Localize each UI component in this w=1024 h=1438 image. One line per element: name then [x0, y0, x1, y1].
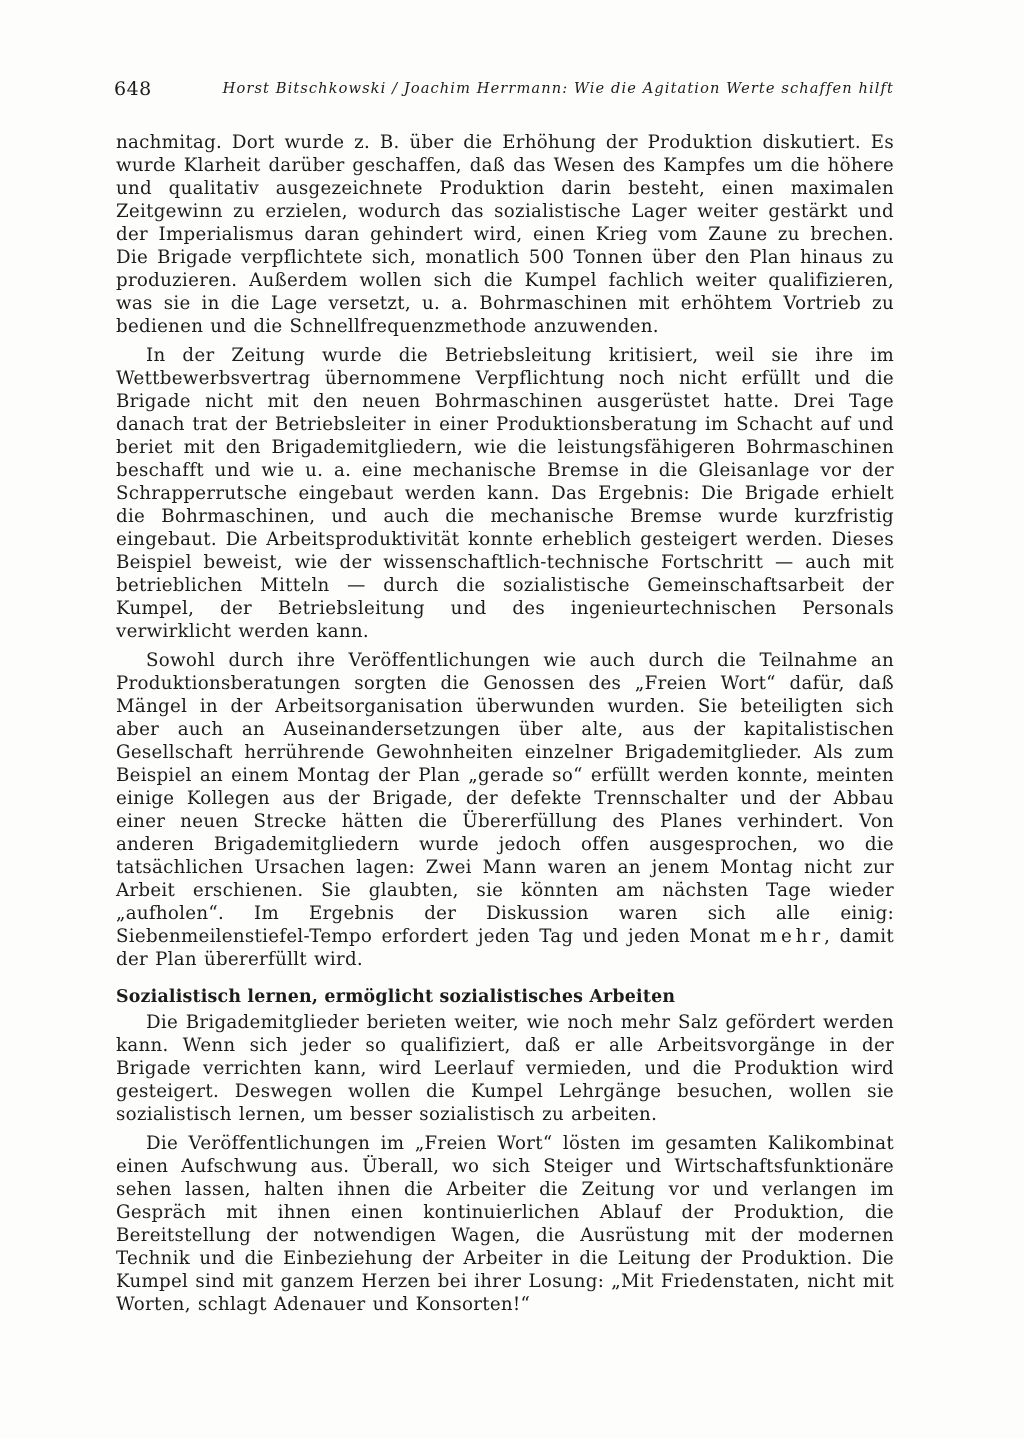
paragraph-5: Die Veröffentlichungen im „Freien Wort“ lösten im gesamten Kalikombinat einen Aufschwung aus. Überall, wo sich Steiger und Wirtschaftsfunktionäre sehen lassen, halten ihnen die Arbeiter die Zeitung vor und verlangen im Gespräch mit ihnen einen kontinuierlichen Ablauf der Produktion, die Bereitstellung der notwendigen Wagen, die Ausrüstung mit der modernen Technik und die Einbeziehung der Arbeiter in die Leitung der Produktion. Die Kumpel sind mit ganzem Herzen bei ihrer Losung: „Mit Friedenstaten, nicht mit Worten, schlagt Adenauer und Konsorten!“ [116, 1133, 894, 1315]
paragraph-4: Die Brigademitglieder berieten weiter, wie noch mehr Salz gefördert werden kann. Wenn sich jeder so qualifiziert, daß er alle Arbeitsvorgänge in der Brigade verrichten kann, wird Leerlauf vermieden, und die Produktion wird gesteigert. Deswegen wollen die Kumpel Lehrgänge besuchen, wollen sie sozialistisch lernen, um besser sozialistisch zu arbeiten. [116, 1012, 894, 1125]
page-header [114, 78, 894, 108]
paragraph-1: nachmitag. Dort wurde z. B. über die Erhöhung der Produktion diskutiert. Es wurde Klarheit darüber geschaffen, daß das Wesen des Kampfes um die höhere und qualitativ ausgezeichnete Produktion darin besteht, einen maximalen Zeitgewinn zu erzielen, wodurch das sozialistische Lager weiter gestärkt und der Imperialismus daran gehindert wird, einen Krieg vom Zaune zu brechen. Die Brigade verpflichtete sich, monatlich 500 Tonnen über den Plan hinaus zu produzieren. Außerdem wollen sich die Kumpel fachlich weiter qualifizieren, was sie in die Lage versetzt, u. a. Bohrmaschinen mit erhöhtem Vortrieb zu bedienen und die Schnellfrequenzmethode anzuwenden. [116, 132, 894, 337]
page-number: 648 [114, 78, 152, 100]
section-heading: Sozialistisch lernen, ermöglicht sozialistisches Arbeiten [116, 987, 676, 1007]
paragraph-3-end: , damit der Plan übererfüllt wird. [116, 926, 894, 970]
paragraph-2: In der Zeitung wurde die Betriebsleitung kritisiert, weil sie ihre im Wettbewerbsvertrag übernommene Verpflichtung noch nicht erfüllt und die Brigade nicht mit den neuen Bohrmaschinen ausgerüstet hatte. Drei Tage danach trat der Betriebsleiter in einer Produktionsberatung im Schacht auf und beriet mit den Brigademitgliedern, wie die leistungsfähigeren Bohrmaschinen beschafft und wie u. a. eine mechanische Bremse in die Gleisanlage vor der Schrapperrutsche eingebaut werden kann. Das Ergebnis: Die Brigade erhielt die Bohrmaschinen, und auch die mechanische Bremse wurde kurzfristig eingebaut. Die Arbeitsproduktivität konnte erheblich gesteigert werden. Dieses Beispiel beweist, wie der wissenschaftlich-technische Fortschritt — auch mit betrieblichen Mitteln — durch die sozialistische Gemeinschaftsarbeit der Kumpel, der Betriebsleitung und des ingenieurtechnischen Personals verwirklicht werden kann. [116, 345, 894, 642]
emphasized-word: mehr [759, 926, 825, 947]
page-body [116, 131, 894, 1322]
running-head: Horst Bitschkowski / Joachim Herrmann: Wie die Agitation Werte schaffen hilft [222, 80, 894, 97]
paragraph-3-text: Sowohl durch ihre Veröffentlichungen wie auch durch die Teilnahme an Produktionsberatungen sorgten die Genossen des „Freien Wort“ dafür, daß Mängel in der Arbeitsorganisation überwunden wurden. Sie beteiligten sich aber auch an Auseinandersetzungen über alte, aus der kapitalistischen Gesellschaft herrührende Gewohnheiten einzelner Brigademitglieder. Als zum Beispiel an einem Montag der Plan „gerade so“ erfüllt werden konnte, meinten einige Kollegen aus der Brigade, der defekte Trennschalter und der Abbau einer neuen Strecke hätten die Übererfüllung des Planes verhindert. Von anderen Brigademitgliedern wurde jedoch offen ausgesprochen, wo die tatsächlichen Ursachen lagen: Zwei Mann waren an jenem Montag nicht zur Arbeit erschienen. Sie glaubten, sie könnten am nächsten Tage wieder „aufholen“. Im Ergebnis der Diskussion waren sich alle einig: Siebenmeilenstiefel-Tempo erfordert jeden Tag und jeden Monat [116, 650, 894, 947]
paragraph-3 [116, 649, 894, 971]
